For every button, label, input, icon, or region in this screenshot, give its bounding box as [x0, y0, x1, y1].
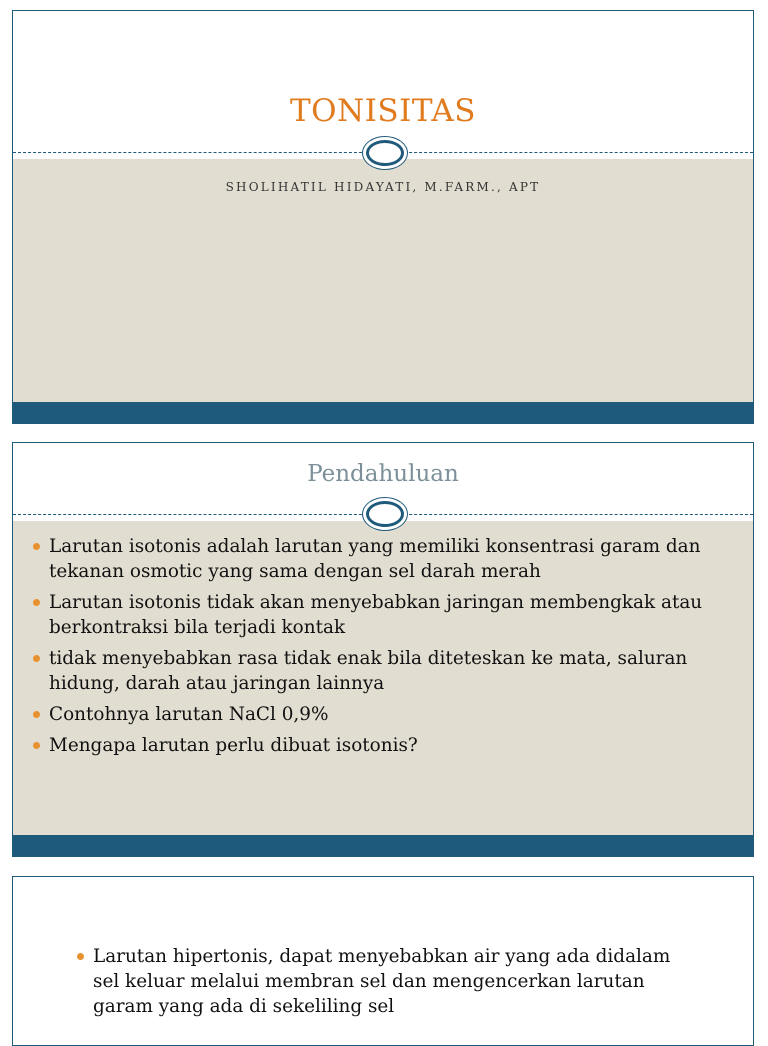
list-item: [31, 646, 743, 696]
list-item-text: Mengapa larutan perlu dibuat isotonis?: [49, 735, 418, 756]
content-background: [13, 159, 753, 402]
presentation-title: TONISITAS: [289, 93, 477, 129]
ring-ornament-icon: [366, 140, 404, 166]
bullet-dot-icon: [33, 742, 40, 749]
list-item-text: Larutan isotonis tidak akan menyebabkan jaringan membengkak atau berkontraksi bila terjadi kontak: [49, 592, 703, 638]
slide-hipertonis: [12, 876, 754, 1046]
bullet-dot-icon: [33, 599, 40, 606]
ring-ornament-icon: [366, 501, 404, 527]
list-item-text: Contohnya larutan NaCl 0,9%: [49, 704, 329, 725]
footer-bar: [13, 402, 753, 423]
list-item: [31, 590, 743, 640]
bullet-dot-icon: [33, 543, 40, 550]
footer-bar: [13, 835, 753, 856]
slide-title: [12, 10, 754, 424]
list-item: [31, 534, 743, 584]
slide-heading: Pendahuluan: [307, 461, 459, 487]
list-item: [31, 702, 743, 727]
bullet-dot-icon: [33, 711, 40, 718]
list-item-text: tidak menyebabkan rasa tidak enak bila diteteskan ke mata, saluran hidung, darah atau jaringan lainnya: [49, 648, 688, 694]
list-item-text: Larutan isotonis adalah larutan yang memiliki konsentrasi garam dan tekanan osmotic yang sama dengan sel darah merah: [49, 536, 701, 582]
list-item: [31, 733, 743, 758]
list-item: [75, 944, 675, 1019]
slide-pendahuluan: [12, 442, 754, 857]
author-subtitle: SHOLIHATIL HIDAYATI, M.FARM., APT: [225, 180, 541, 194]
bullet-list: [75, 944, 675, 1025]
bullet-dot-icon: [33, 655, 40, 662]
list-item-text: Larutan hipertonis, dapat menyebabkan air yang ada didalam sel keluar melalui membran sel dan mengencerkan larutan garam yang ada di sekeliling sel: [93, 946, 671, 1017]
bullet-list: [31, 534, 743, 764]
bullet-dot-icon: [77, 953, 84, 960]
